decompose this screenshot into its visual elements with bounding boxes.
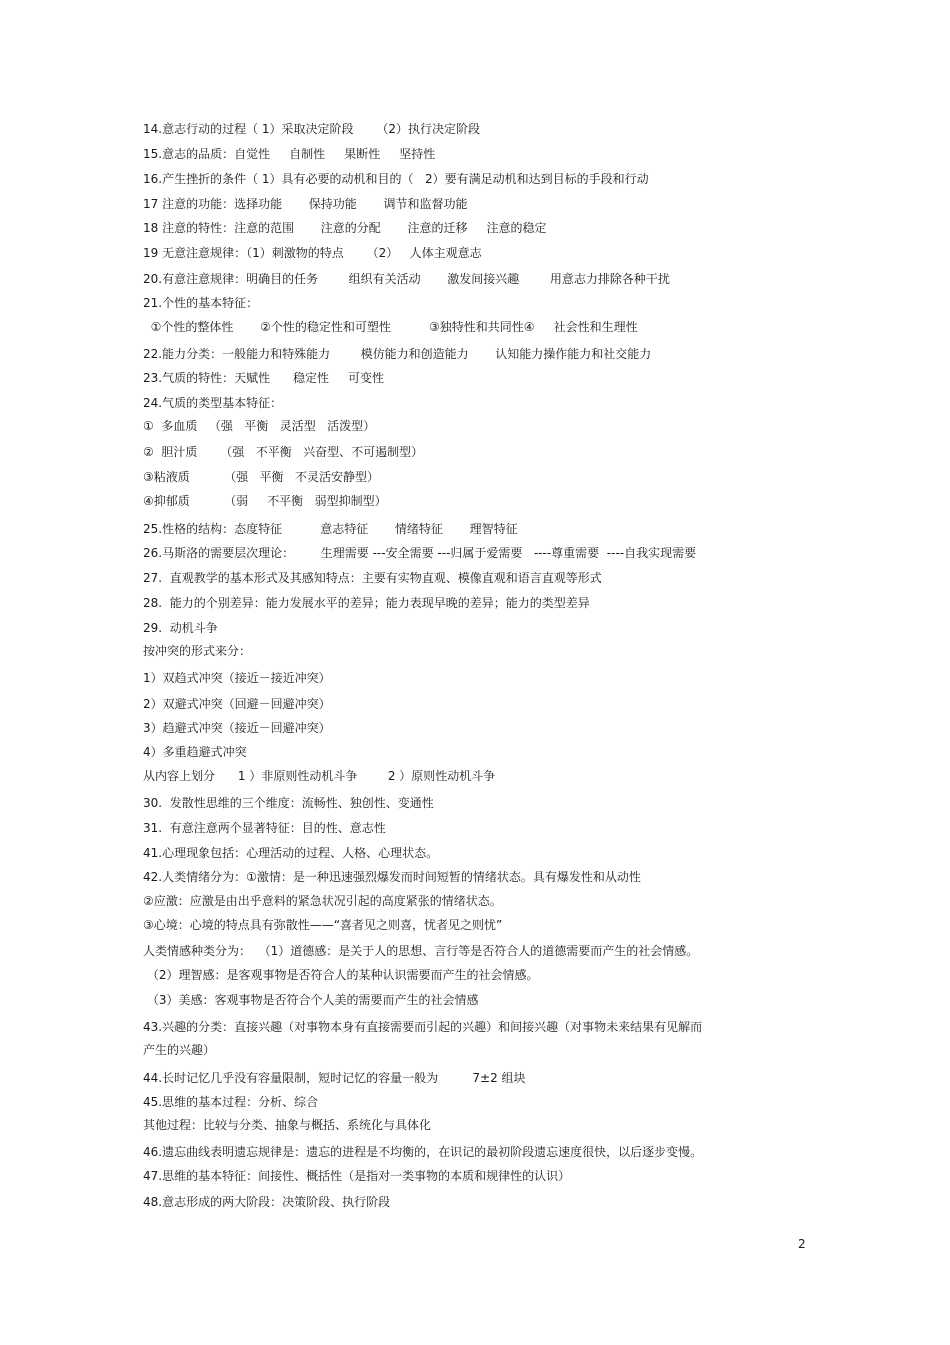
text-line: 4）多重趋避式冲突 xyxy=(143,745,247,759)
text-line: 从内容上划分 1 ）非原则性动机斗争 2 ）原则性动机斗争 xyxy=(143,769,496,783)
text-line: 31. 有意注意两个显著特征：目的性、意志性 xyxy=(143,821,386,835)
text-line: ③粘液质 （强 平衡 不灵活安静型） xyxy=(143,470,379,484)
text-line: （2）理智感：是客观事物是否符合人的某种认识需要而产生的社会情感。 xyxy=(143,968,539,982)
text-line: 其他过程：比较与分类、抽象与概括、系统化与具体化 xyxy=(143,1118,432,1132)
text-line: ① 多血质 （强 平衡 灵活型 活泼型） xyxy=(143,419,376,433)
text-line: ②应激：应激是由出乎意料的紧急状况引起的高度紧张的情绪状态。 xyxy=(143,894,502,908)
text-line: 产生的兴趣） xyxy=(143,1043,216,1057)
text-line: 44.长时记忆几乎没有容量限制，短时记忆的容量一般为 7±2 组块 xyxy=(143,1071,526,1085)
text-line: ①个性的整体性 ②个性的稳定性和可塑性 ③独特性和共同性④ 社会性和生理性 xyxy=(143,320,638,334)
text-line: 15.意志的品质：自觉性 自制性 果断性 坚持性 xyxy=(143,147,436,161)
text-line: 23.气质的特性：天赋性 稳定性 可变性 xyxy=(143,371,385,385)
text-line: ② 胆汁质 （强 不平衡 兴奋型、不可遏制型） xyxy=(143,445,424,459)
text-line: 41.心理现象包括：心理活动的过程、人格、心理状态。 xyxy=(143,846,439,860)
text-line: 21.个性的基本特征： xyxy=(143,296,259,310)
text-line: 19 无意注意规律：（1）刺激物的特点 （2） 人体主观意志 xyxy=(143,246,482,260)
text-line: 16.产生挫折的条件（ 1）具有必要的动机和目的（ 2）要有满足动机和达到目标的手段和行动 xyxy=(143,172,649,186)
text-line: 29. 动机斗争 xyxy=(143,621,218,635)
text-line: 46.遗忘曲线表明遗忘规律是：遗忘的进程是不均衡的，在识记的最初阶段遗忘速度很快，以后逐步变慢。 xyxy=(143,1145,703,1159)
text-line: 20.有意注意规律：明确目的任务 组织有关活动 激发间接兴趣 用意志力排除各种干扰 xyxy=(143,272,670,286)
text-line: 28. 能力的个别差异：能力发展水平的差异；能力表现早晚的差异；能力的类型差异 xyxy=(143,596,590,610)
text-line: 48.意志形成的两大阶段：决策阶段、执行阶段 xyxy=(143,1195,391,1209)
text-line: 42.人类情绪分为：①激情：是一种迅速强烈爆发而时间短暂的情绪状态。具有爆发性和从动性 xyxy=(143,870,641,884)
text-line: 2）双避式冲突（回避－回避冲突） xyxy=(143,697,331,711)
text-line: 1）双趋式冲突（接近－接近冲突） xyxy=(143,671,331,685)
text-line: 24.气质的类型基本特征： xyxy=(143,396,283,410)
text-line: 30. 发散性思维的三个维度：流畅性、独创性、变通性 xyxy=(143,796,434,810)
page-number: 2 xyxy=(798,1237,806,1251)
text-line: ③心境：心境的特点具有弥散性——“喜者见之则喜，忧者见之则忧” xyxy=(143,918,503,932)
text-line: 按冲突的形式来分： xyxy=(143,644,252,658)
text-line: 26.马斯洛的需要层次理论： 生理需要 ---安全需要 ---归属于爱需要 ----尊重需要 ----自我实现需要 xyxy=(143,546,697,560)
text-line: （3）美感：客观事物是否符合个人美的需要而产生的社会情感 xyxy=(143,993,479,1007)
text-line: ④抑郁质 （弱 不平衡 弱型抑制型） xyxy=(143,494,387,508)
text-line: 43.兴趣的分类：直接兴趣（对事物本身有直接需要而引起的兴趣）和间接兴趣（对事物未来结果有见解而 xyxy=(143,1020,703,1034)
text-line: 人类情感种类分为： （1）道德感：是关于人的思想、言行等是否符合人的道德需要而产生的社会情感。 xyxy=(143,944,699,958)
text-line: 14.意志行动的过程（ 1）采取决定阶段 （2）执行决定阶段 xyxy=(143,122,481,136)
text-line: 25.性格的结构：态度特征 意志特征 情绪特征 理智特征 xyxy=(143,522,518,536)
text-line: 18 注意的特性：注意的范围 注意的分配 注意的迁移 注意的稳定 xyxy=(143,221,547,235)
text-line: 27. 直观教学的基本形式及其感知特点：主要有实物直观、模像直观和语言直观等形式 xyxy=(143,571,602,585)
text-line: 47.思维的基本特征：间接性、概括性（是指对一类事物的本质和规律性的认识） xyxy=(143,1169,571,1183)
text-line: 22.能力分类：一般能力和特殊能力 模仿能力和创造能力 认知能力操作能力和社交能力 xyxy=(143,347,652,361)
text-line: 17 注意的功能：选择功能 保持功能 调节和监督功能 xyxy=(143,197,468,211)
text-line: 3）趋避式冲突（接近－回避冲突） xyxy=(143,721,331,735)
text-line: 45.思维的基本过程：分析、综合 xyxy=(143,1095,319,1109)
